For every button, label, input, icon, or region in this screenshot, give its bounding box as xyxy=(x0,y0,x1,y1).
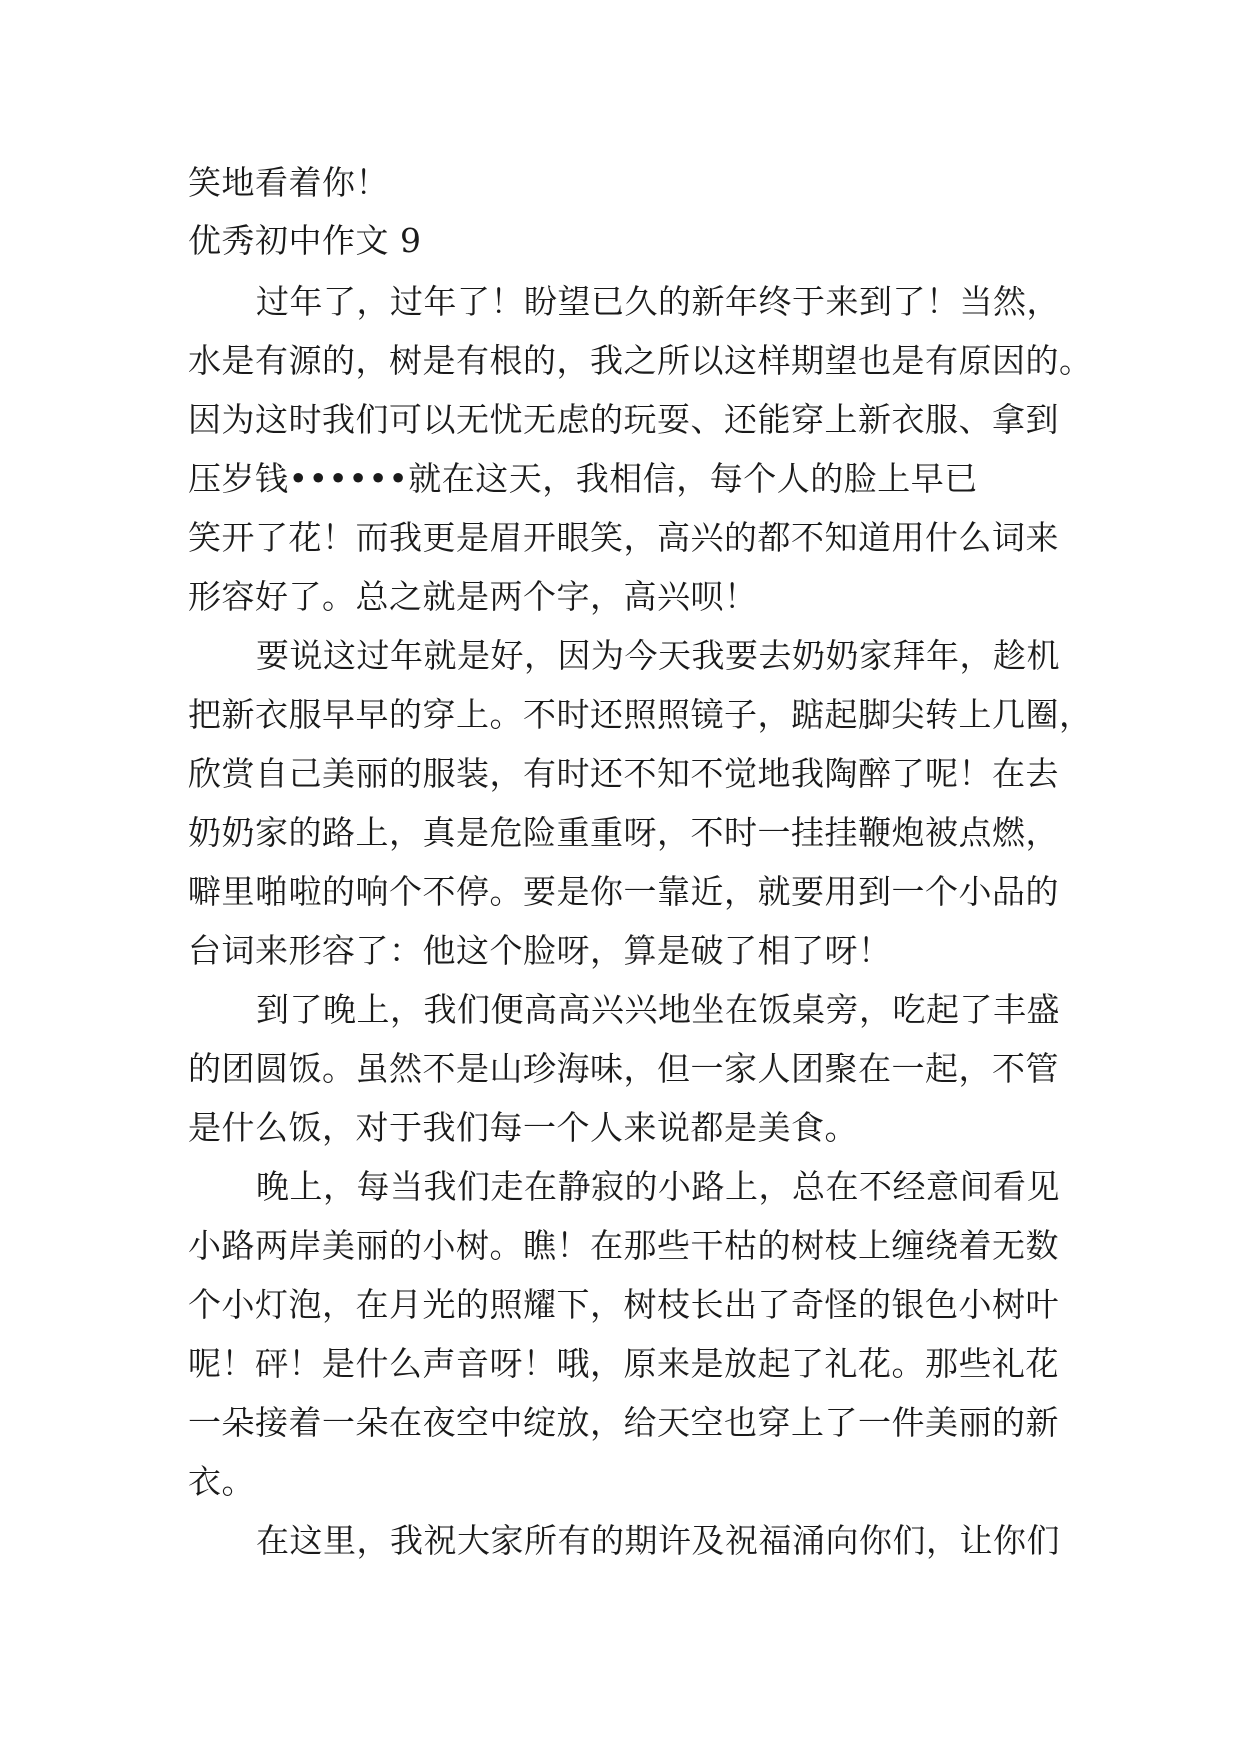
paragraph-1-line-3: 因为这时我们可以无忧无虑的玩耍、还能穿上新衣服、拿到 xyxy=(188,400,1059,439)
paragraph-2-line-5: 噼里啪啦的响个不停。要是你一靠近，就要用到一个小品的 xyxy=(188,872,1059,911)
paragraph-1-line-6: 形容好了。总之就是两个字，高兴呗！ xyxy=(188,577,758,616)
paragraph-5-line-1: 在这里，我祝大家所有的期许及祝福涌向你们，让你们 xyxy=(256,1521,1060,1560)
section-title: 优秀初中作文 9 xyxy=(188,221,422,260)
paragraph-2-line-1: 要说这过年就是好，因为今天我要去奶奶家拜年，趁机 xyxy=(256,636,1060,675)
paragraph-3-line-1: 到了晚上，我们便高高兴兴地坐在饭桌旁，吃起了丰盛 xyxy=(256,990,1060,1029)
paragraph-4-line-3: 个小灯泡，在月光的照耀下，树枝长出了奇怪的银色小树叶 xyxy=(188,1285,1059,1324)
paragraph-2-line-6: 台词来形容了：他这个脸呀，算是破了相了呀！ xyxy=(188,931,892,970)
paragraph-4-line-6: 衣。 xyxy=(188,1462,255,1501)
text-line-end-of-previous: 笑地看着你！ xyxy=(188,163,389,202)
paragraph-3-line-3: 是什么饭，对于我们每一个人来说都是美食。 xyxy=(188,1108,858,1147)
paragraph-1-line-4: 压岁钱••••••就在这天，我相信，每个人的脸上早已 xyxy=(188,459,978,498)
paragraph-4-line-5: 一朵接着一朵在夜空中绽放，给天空也穿上了一件美丽的新 xyxy=(188,1403,1059,1442)
paragraph-2-line-4: 奶奶家的路上，真是危险重重呀，不时一挂挂鞭炮被点燃， xyxy=(188,813,1059,852)
paragraph-4-line-1: 晚上，每当我们走在静寂的小路上，总在不经意间看见 xyxy=(256,1167,1060,1206)
paragraph-3-line-2: 的团圆饭。虽然不是山珍海味，但一家人团聚在一起，不管 xyxy=(188,1049,1059,1088)
paragraph-4-line-4: 呢！砰！是什么声音呀！哦，原来是放起了礼花。那些礼花 xyxy=(188,1344,1059,1383)
paragraph-1-line-5: 笑开了花！而我更是眉开眼笑，高兴的都不知道用什么词来 xyxy=(188,518,1059,557)
paragraph-2-line-2: 把新衣服早早的穿上。不时还照照镜子，踮起脚尖转上几圈， xyxy=(188,695,1093,734)
paragraph-4-line-2: 小路两岸美丽的小树。瞧！在那些干枯的树枝上缠绕着无数 xyxy=(188,1226,1059,1265)
paragraph-2-line-3: 欣赏自己美丽的服装，有时还不知不觉地我陶醉了呢！在去 xyxy=(188,754,1059,793)
paragraph-1-line-2: 水是有源的，树是有根的，我之所以这样期望也是有原因的。 xyxy=(188,341,1093,380)
paragraph-1-line-1: 过年了，过年了！盼望已久的新年终于来到了！当然， xyxy=(256,282,1060,321)
